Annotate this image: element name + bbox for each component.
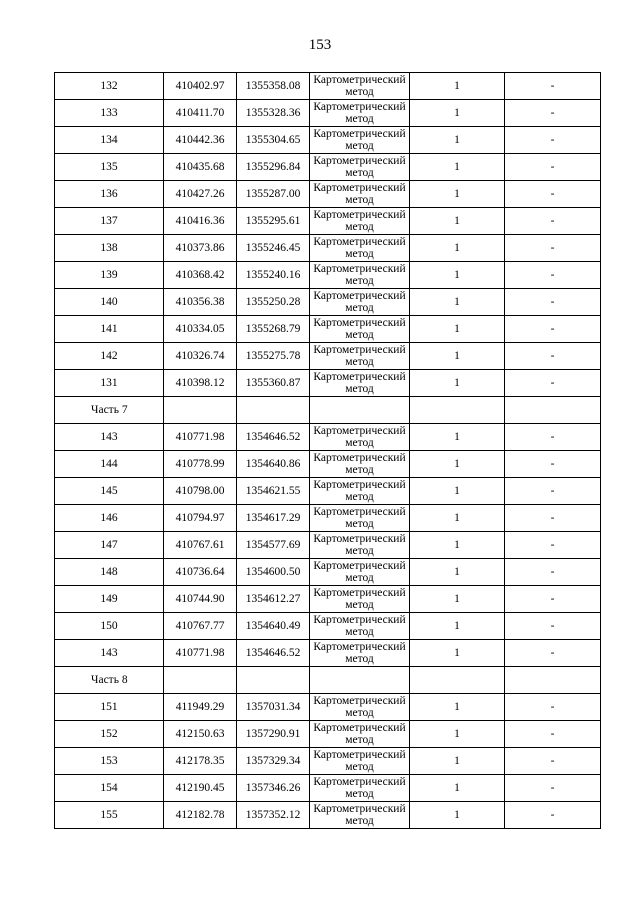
accuracy-cell: 1 [410,775,505,802]
coordinate-y-cell: 1355246.45 [237,235,310,262]
table-row [55,289,601,316]
method-cell: Картометрический метод [310,181,410,208]
table-row [55,73,601,100]
coordinate-x-cell: 410778.99 [164,451,237,478]
coordinate-x-cell: 412178.35 [164,748,237,775]
point-number-cell: 133 [55,100,164,127]
note-cell: - [505,262,601,289]
accuracy-cell: 1 [410,154,505,181]
method-cell: Картометрический метод [310,802,410,829]
coordinate-x-cell: 412150.63 [164,721,237,748]
accuracy-cell: 1 [410,694,505,721]
point-number-cell: 151 [55,694,164,721]
table-row [55,208,601,235]
method-cell: Картометрический метод [310,100,410,127]
accuracy-cell: 1 [410,289,505,316]
method-cell: Картометрический метод [310,694,410,721]
note-cell: - [505,451,601,478]
coordinate-y-cell: 1354640.49 [237,613,310,640]
coordinates-table-body [55,73,601,829]
coordinate-y-cell: 1354646.52 [237,640,310,667]
accuracy-cell: 1 [410,100,505,127]
method-cell: Картометрический метод [310,451,410,478]
accuracy-cell: 1 [410,640,505,667]
coordinate-x-cell: 412190.45 [164,775,237,802]
point-number-cell: 141 [55,316,164,343]
accuracy-cell: 1 [410,559,505,586]
coordinate-x-cell: 412182.78 [164,802,237,829]
coordinate-y-cell [237,667,310,694]
point-number-cell: 144 [55,451,164,478]
coordinate-x-cell: 410771.98 [164,640,237,667]
point-number-cell: 146 [55,505,164,532]
coordinate-x-cell: 410794.97 [164,505,237,532]
accuracy-cell [410,397,505,424]
point-number-cell: 136 [55,181,164,208]
table-row [55,100,601,127]
note-cell: - [505,208,601,235]
accuracy-cell: 1 [410,343,505,370]
point-number-cell: 150 [55,613,164,640]
coordinate-y-cell: 1355287.00 [237,181,310,208]
coordinate-y-cell: 1354612.27 [237,586,310,613]
table-row [55,802,601,829]
table-row [55,343,601,370]
accuracy-cell: 1 [410,478,505,505]
note-cell: - [505,775,601,802]
point-number-cell: 149 [55,586,164,613]
coordinate-y-cell: 1354646.52 [237,424,310,451]
page-number: 153 [308,37,332,53]
note-cell [505,667,601,694]
accuracy-cell [410,667,505,694]
coordinate-x-cell: 410326.74 [164,343,237,370]
coordinate-x-cell: 410798.00 [164,478,237,505]
coordinate-x-cell: 410398.12 [164,370,237,397]
note-cell: - [505,586,601,613]
method-cell: Картометрический метод [310,748,410,775]
accuracy-cell: 1 [410,802,505,829]
table-row [55,721,601,748]
coordinate-x-cell: 410368.42 [164,262,237,289]
point-number-cell: 135 [55,154,164,181]
part-label: Часть 8 [55,667,164,694]
note-cell: - [505,505,601,532]
method-cell [310,397,410,424]
point-number-cell: 137 [55,208,164,235]
point-number-cell: 142 [55,343,164,370]
method-cell: Картометрический метод [310,289,410,316]
note-cell: - [505,100,601,127]
coordinate-y-cell [237,397,310,424]
table-row [55,505,601,532]
table-row [55,748,601,775]
point-number-cell: 139 [55,262,164,289]
coordinate-x-cell: 410767.77 [164,613,237,640]
accuracy-cell: 1 [410,532,505,559]
coordinate-y-cell: 1355275.78 [237,343,310,370]
part-label: Часть 7 [55,397,164,424]
note-cell: - [505,721,601,748]
coordinate-y-cell: 1355296.84 [237,154,310,181]
table-row [55,613,601,640]
coordinate-y-cell: 1355358.08 [237,73,310,100]
note-cell: - [505,613,601,640]
coordinate-x-cell: 410744.90 [164,586,237,613]
point-number-cell: 148 [55,559,164,586]
coordinate-y-cell: 1355268.79 [237,316,310,343]
note-cell: - [505,478,601,505]
table-row [55,559,601,586]
table-row [55,370,601,397]
table-row [55,640,601,667]
coordinate-x-cell: 410435.68 [164,154,237,181]
method-cell: Картометрический метод [310,154,410,181]
method-cell: Картометрический метод [310,424,410,451]
note-cell: - [505,343,601,370]
coordinate-y-cell: 1354640.86 [237,451,310,478]
coordinates-table [54,72,601,829]
coordinate-x-cell: 410334.05 [164,316,237,343]
method-cell: Картометрический метод [310,559,410,586]
point-number-cell: 140 [55,289,164,316]
method-cell: Картометрический метод [310,478,410,505]
point-number-cell: 131 [55,370,164,397]
coordinate-x-cell: 410427.26 [164,181,237,208]
coordinate-y-cell: 1355250.28 [237,289,310,316]
coordinate-y-cell: 1355360.87 [237,370,310,397]
point-number-cell: 143 [55,640,164,667]
note-cell: - [505,73,601,100]
coordinate-x-cell: 410411.70 [164,100,237,127]
note-cell: - [505,370,601,397]
accuracy-cell: 1 [410,262,505,289]
accuracy-cell: 1 [410,451,505,478]
note-cell: - [505,235,601,262]
table-row [55,478,601,505]
note-cell: - [505,532,601,559]
coordinate-y-cell: 1355328.36 [237,100,310,127]
coordinate-y-cell: 1354621.55 [237,478,310,505]
method-cell: Картометрический метод [310,73,410,100]
coordinate-y-cell: 1357290.91 [237,721,310,748]
table-row [55,235,601,262]
point-number-cell: 145 [55,478,164,505]
table-row [55,424,601,451]
coordinate-x-cell: 410356.38 [164,289,237,316]
coordinate-x-cell [164,667,237,694]
coordinate-y-cell: 1355295.61 [237,208,310,235]
note-cell [505,397,601,424]
method-cell: Картометрический метод [310,316,410,343]
table-row [55,451,601,478]
accuracy-cell: 1 [410,721,505,748]
coordinate-y-cell: 1357031.34 [237,694,310,721]
method-cell: Картометрический метод [310,613,410,640]
table-row [55,586,601,613]
method-cell: Картометрический метод [310,127,410,154]
table-row [55,694,601,721]
coordinate-y-cell: 1354617.29 [237,505,310,532]
coordinate-x-cell: 410771.98 [164,424,237,451]
table-row [55,316,601,343]
table-row [55,775,601,802]
coordinate-y-cell: 1357346.26 [237,775,310,802]
note-cell: - [505,748,601,775]
method-cell: Картометрический метод [310,532,410,559]
method-cell: Картометрический метод [310,721,410,748]
note-cell: - [505,640,601,667]
coordinate-y-cell: 1354577.69 [237,532,310,559]
accuracy-cell: 1 [410,208,505,235]
table-row [55,154,601,181]
coordinate-x-cell: 410736.64 [164,559,237,586]
coordinate-y-cell: 1355304.65 [237,127,310,154]
table-row [55,262,601,289]
note-cell: - [505,424,601,451]
note-cell: - [505,316,601,343]
point-number-cell: 154 [55,775,164,802]
note-cell: - [505,559,601,586]
accuracy-cell: 1 [410,613,505,640]
point-number-cell: 152 [55,721,164,748]
method-cell: Картометрический метод [310,370,410,397]
accuracy-cell: 1 [410,235,505,262]
coordinate-x-cell: 410767.61 [164,532,237,559]
method-cell: Картометрический метод [310,262,410,289]
table-row [55,127,601,154]
method-cell [310,667,410,694]
method-cell: Картометрический метод [310,343,410,370]
note-cell: - [505,181,601,208]
method-cell: Картометрический метод [310,586,410,613]
table-row [55,532,601,559]
coordinate-x-cell: 410416.36 [164,208,237,235]
note-cell: - [505,694,601,721]
part-header-row [55,667,601,694]
accuracy-cell: 1 [410,73,505,100]
coordinate-y-cell: 1354600.50 [237,559,310,586]
point-number-cell: 143 [55,424,164,451]
coordinate-x-cell: 410402.97 [164,73,237,100]
accuracy-cell: 1 [410,316,505,343]
note-cell: - [505,802,601,829]
point-number-cell: 132 [55,73,164,100]
point-number-cell: 155 [55,802,164,829]
part-header-row [55,397,601,424]
method-cell: Картометрический метод [310,775,410,802]
point-number-cell: 138 [55,235,164,262]
accuracy-cell: 1 [410,424,505,451]
coordinate-x-cell: 411949.29 [164,694,237,721]
accuracy-cell: 1 [410,505,505,532]
method-cell: Картометрический метод [310,640,410,667]
coordinate-x-cell [164,397,237,424]
method-cell: Картометрический метод [310,505,410,532]
note-cell: - [505,127,601,154]
point-number-cell: 153 [55,748,164,775]
point-number-cell: 134 [55,127,164,154]
table-row [55,181,601,208]
accuracy-cell: 1 [410,748,505,775]
coordinate-y-cell: 1357352.12 [237,802,310,829]
point-number-cell: 147 [55,532,164,559]
method-cell: Картометрический метод [310,235,410,262]
method-cell: Картометрический метод [310,208,410,235]
accuracy-cell: 1 [410,127,505,154]
accuracy-cell: 1 [410,586,505,613]
accuracy-cell: 1 [410,181,505,208]
note-cell: - [505,289,601,316]
accuracy-cell: 1 [410,370,505,397]
coordinate-x-cell: 410373.86 [164,235,237,262]
note-cell: - [505,154,601,181]
coordinate-x-cell: 410442.36 [164,127,237,154]
coordinate-y-cell: 1355240.16 [237,262,310,289]
coordinate-y-cell: 1357329.34 [237,748,310,775]
